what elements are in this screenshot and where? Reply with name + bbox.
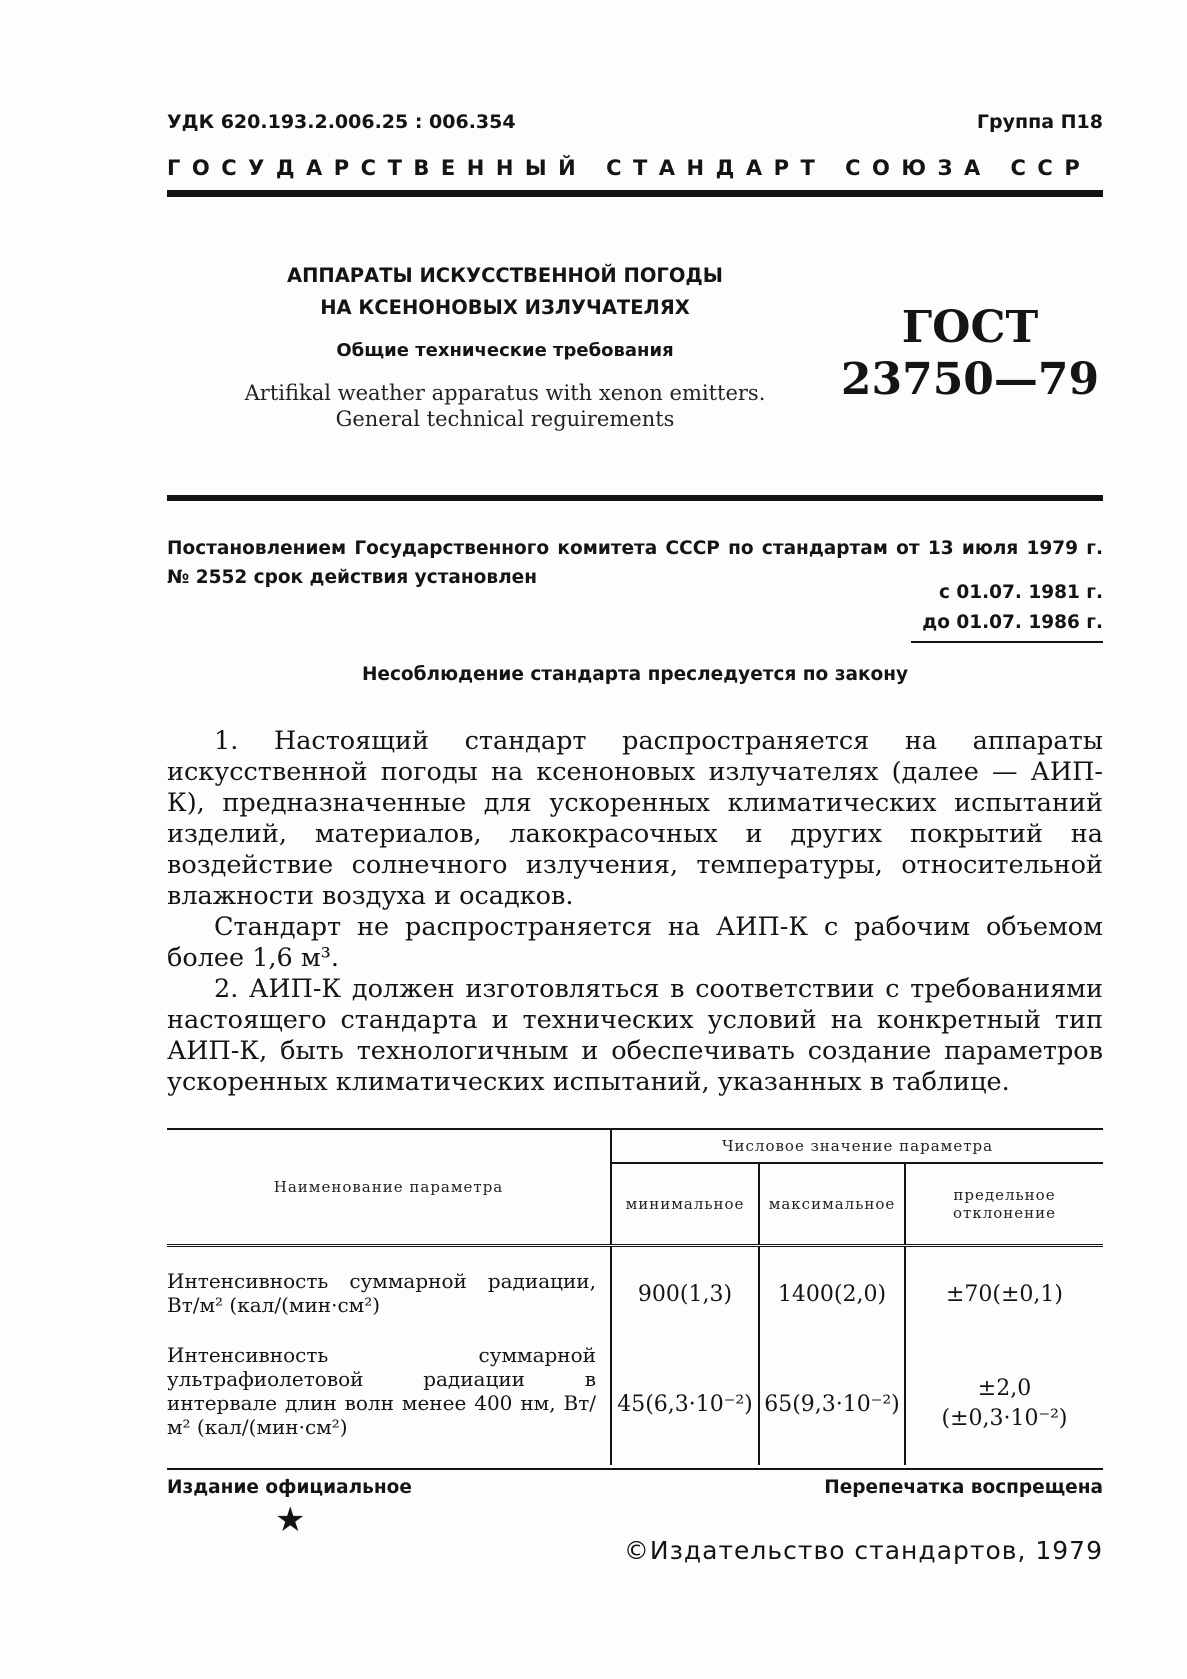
- row-min-value: 900(1,3): [611, 1245, 759, 1343]
- effective-from-date: с 01.07. 1981 г.: [938, 582, 1103, 603]
- star-icon: ★: [275, 1500, 306, 1540]
- header-numeric-value: Числовое значение параметра: [611, 1129, 1103, 1163]
- law-notice: Несоблюдение стандарта преследуется по закону: [361, 664, 909, 685]
- row-deviation-value-alt: (±0,3·10⁻²): [941, 1406, 1068, 1431]
- english-title-line-2: General technical reguirements: [335, 407, 675, 431]
- decree-text: Постановлением Государственного комитета СССР по стандартам от 13 июля 1979 г. № 2552 срок действия установлен: [167, 538, 1103, 588]
- effective-to-date: до 01.07. 1986 г.: [922, 612, 1103, 633]
- row-deviation-value: ±70(±0,1): [905, 1245, 1103, 1343]
- document-subtitle: Общие технические требования: [336, 340, 674, 361]
- official-edition-label: Издание официальное: [167, 1477, 412, 1498]
- header-maximum: максимальное: [759, 1163, 905, 1245]
- english-title: [180, 380, 830, 432]
- row-parameter-name: Интенсивность суммарной ультрафиолетовой радиации в интервале длин волн менее 400 нм, Вт/м² (кал/(мин·см²): [167, 1343, 596, 1439]
- header-deviation: предельное отклонение: [905, 1163, 1103, 1245]
- paragraph-1-note: Стандарт не распространяется на АИП-К с рабочим объемом более 1,6 м³.: [167, 912, 1103, 973]
- gost-label: ГОСТ: [901, 302, 1039, 353]
- gost-designation: [830, 302, 1110, 406]
- state-standard-heading: ГОСУДАРСТВЕННЫЙ СТАНДАРТ СОЮЗА ССР: [167, 156, 1092, 180]
- table-row: [167, 1245, 1103, 1343]
- footer-rule: [167, 1468, 1103, 1470]
- header-rule: [167, 190, 1103, 197]
- row-max-value: 1400(2,0): [759, 1245, 905, 1343]
- publisher-copyright: ©Издательство стандартов, 1979: [623, 1536, 1103, 1565]
- row-deviation-value: ±2,0: [977, 1376, 1032, 1401]
- row-min-value: 45(6,3·10⁻²): [611, 1343, 759, 1465]
- title-line-1: АППАРАТЫ ИСКУССТВЕННОЙ ПОГОДЫ: [286, 264, 723, 287]
- row-parameter-name: Интенсивность суммарной радиации, Вт/м² (кал/(мин·см²): [167, 1268, 596, 1317]
- header-minimum: минимальное: [611, 1163, 759, 1245]
- gost-number: 23750—79: [840, 354, 1100, 405]
- title-line-2: НА КСЕНОНОВЫХ ИЗЛУЧАТЕЛЯХ: [320, 296, 690, 319]
- table-row: [167, 1343, 1103, 1465]
- reprint-prohibited-label: Перепечатка воспрещена: [824, 1477, 1103, 1498]
- paragraph-2: 2. АИП-К должен изготовляться в соответствии с требованиями настоящего стандарта и технических условий на конкретный тип АИП-К, быть технологичным и обеспечивать создание параметров ускоренных климатических испытаний, указанных в таблице.: [167, 974, 1103, 1097]
- row-deviation-cell: [905, 1343, 1103, 1465]
- udk-code: УДК 620.193.2.006.25 : 006.354: [167, 111, 516, 133]
- row-max-value: 65(9,3·10⁻²): [759, 1343, 905, 1465]
- group-code: Группа П18: [976, 111, 1103, 133]
- header-parameter-name: Наименование параметра: [273, 1177, 504, 1196]
- date-underline: [911, 641, 1103, 643]
- document-title: [180, 260, 830, 324]
- english-title-line-1: Artifikal weather apparatus with xenon emitters.: [244, 381, 766, 405]
- paragraph-1: 1. Настоящий стандарт распространяется на аппараты искусственной погоды на ксеноновых излучателях (далее — АИП-К), предназначенные для ускоренных климатических испытаний изделий, материалов, лакокрасочных и других покрытий на воздействие солнечного излучения, температуры, относительной влажности воздуха и осадков.: [167, 726, 1103, 911]
- body-text: [167, 726, 1103, 1098]
- title-rule: [167, 495, 1103, 501]
- parameters-table: [167, 1128, 1103, 1465]
